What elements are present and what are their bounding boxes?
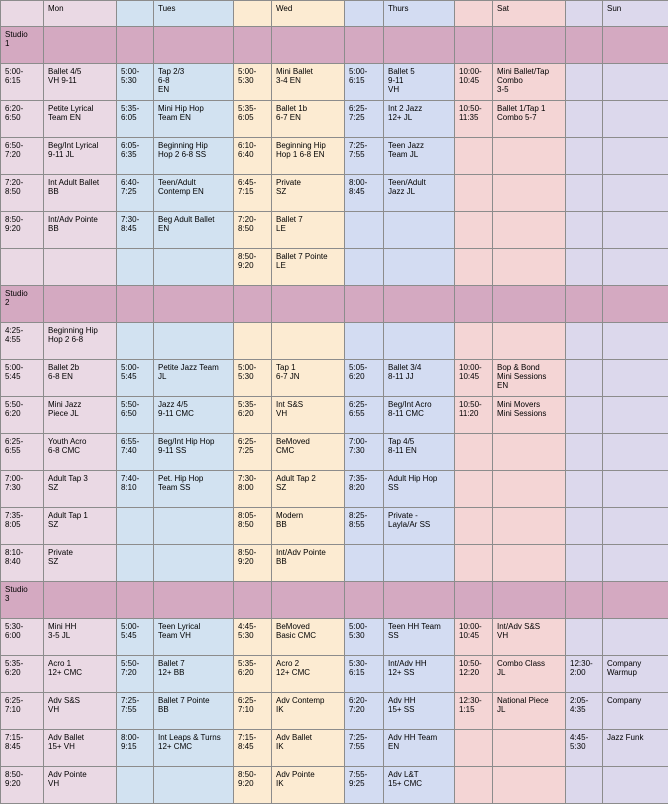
studio-band-cell: [384, 27, 455, 64]
time-cell: 12:30- 1:15: [455, 693, 493, 730]
class-cell: Youth Acro 6-8 CMC: [44, 434, 117, 471]
time-cell: [234, 323, 272, 360]
time-cell: 7:15- 8:45: [234, 730, 272, 767]
class-cell: [493, 434, 566, 471]
class-cell: Int/Adv HH 12+ SS: [384, 656, 455, 693]
schedule-row: [1, 434, 668, 471]
time-cell: 10:50- 11:35: [455, 101, 493, 138]
studio-band-cell: [117, 582, 154, 619]
time-cell: 6:25- 6:55: [1, 434, 44, 471]
time-cell: 7:15- 8:45: [1, 730, 44, 767]
class-cell: Adult Tap 3 SZ: [44, 471, 117, 508]
time-cell: 8:50- 9:20: [234, 545, 272, 582]
class-cell: [603, 767, 668, 804]
class-cell: Pet. Hip Hop Team SS: [154, 471, 234, 508]
schedule-row: [1, 175, 668, 212]
time-cell: [566, 249, 603, 286]
schedule-row: [1, 767, 668, 804]
time-cell: 8:00- 8:45: [345, 175, 384, 212]
class-cell: Acro 1 12+ CMC: [44, 656, 117, 693]
studio-row: [1, 27, 668, 64]
class-cell: Teen HH Team SS: [384, 619, 455, 656]
time-cell: 5:00- 5:30: [345, 619, 384, 656]
studio-band-cell: [384, 582, 455, 619]
time-cell: 6:25- 7:25: [234, 434, 272, 471]
class-cell: Beg/Int Acro 8-11 CMC: [384, 397, 455, 434]
class-cell: [154, 545, 234, 582]
schedule-row: [1, 693, 668, 730]
class-cell: [603, 471, 668, 508]
time-cell: 6:55- 7:40: [117, 434, 154, 471]
class-cell: Petite Jazz Team JL: [154, 360, 234, 397]
studio-band-cell: [234, 582, 272, 619]
class-cell: Teen Lyrical Team VH: [154, 619, 234, 656]
time-cell: 4:25- 4:55: [1, 323, 44, 360]
time-cell: 5:00- 6:15: [1, 64, 44, 101]
class-cell: [493, 471, 566, 508]
time-cell: 5:00- 5:45: [1, 360, 44, 397]
class-cell: [603, 323, 668, 360]
class-cell: [603, 397, 668, 434]
schedule-row: [1, 101, 668, 138]
class-cell: National Piece JL: [493, 693, 566, 730]
time-cell: [117, 323, 154, 360]
class-cell: [272, 323, 345, 360]
time-cell: [455, 323, 493, 360]
schedule-row: [1, 323, 668, 360]
class-cell: Beg/Int Lyrical 9-11 JL: [44, 138, 117, 175]
class-cell: Int/Adv Pointe BB: [44, 212, 117, 249]
class-cell: [493, 730, 566, 767]
class-cell: Int S&S VH: [272, 397, 345, 434]
class-cell: Tap 1 6-7 JN: [272, 360, 345, 397]
class-cell: Private SZ: [44, 545, 117, 582]
day-header: Thurs: [384, 1, 455, 27]
studio-band-cell: [234, 27, 272, 64]
day-header: Sun: [603, 1, 668, 27]
class-cell: Bop & Bond Mini Sessions EN: [493, 360, 566, 397]
time-cell: 5:35- 6:20: [1, 656, 44, 693]
time-cell: [117, 767, 154, 804]
class-cell: BeMoved CMC: [272, 434, 345, 471]
class-cell: [603, 434, 668, 471]
studio-label: Studio 2: [1, 286, 44, 323]
class-cell: [154, 323, 234, 360]
class-cell: [384, 212, 455, 249]
time-cell: [566, 138, 603, 175]
class-cell: Petite Lyrical Team EN: [44, 101, 117, 138]
class-cell: [493, 138, 566, 175]
time-cell: [117, 508, 154, 545]
time-cell: 7:25- 7:55: [345, 138, 384, 175]
studio-band-cell: [493, 582, 566, 619]
studio-band-cell: [345, 286, 384, 323]
time-cell: 6:40- 7:25: [117, 175, 154, 212]
time-header-cell: [566, 1, 603, 27]
time-cell: 8:05- 8:50: [234, 508, 272, 545]
class-cell: Adv S&S VH: [44, 693, 117, 730]
time-cell: 7:25- 7:55: [117, 693, 154, 730]
class-cell: [384, 249, 455, 286]
studio-band-cell: [345, 582, 384, 619]
time-cell: 8:50- 9:20: [1, 212, 44, 249]
schedule-row: [1, 656, 668, 693]
time-cell: [345, 545, 384, 582]
studio-band-cell: [493, 27, 566, 64]
schedule-row: [1, 508, 668, 545]
studio-row: [1, 582, 668, 619]
studio-label: Studio 1: [1, 27, 44, 64]
schedule-row: [1, 360, 668, 397]
time-cell: 10:50- 11:20: [455, 397, 493, 434]
time-cell: [455, 175, 493, 212]
time-cell: [345, 323, 384, 360]
time-cell: 10:00- 10:45: [455, 360, 493, 397]
studio-band-cell: [117, 27, 154, 64]
time-cell: [566, 471, 603, 508]
time-cell: 10:50- 12:20: [455, 656, 493, 693]
studio-band-cell: [455, 286, 493, 323]
time-header-cell: [1, 1, 44, 27]
time-cell: [117, 249, 154, 286]
time-cell: 10:00- 10:45: [455, 64, 493, 101]
schedule-row: [1, 138, 668, 175]
time-cell: [566, 323, 603, 360]
class-cell: [384, 545, 455, 582]
studio-band-cell: [603, 27, 668, 64]
time-header-cell: [455, 1, 493, 27]
class-cell: Company Warmup: [603, 656, 668, 693]
time-cell: 7:40- 8:10: [117, 471, 154, 508]
time-cell: 8:25- 8:55: [345, 508, 384, 545]
studio-band-cell: [566, 286, 603, 323]
class-cell: [154, 767, 234, 804]
class-cell: Mini Movers Mini Sessions: [493, 397, 566, 434]
time-cell: [455, 545, 493, 582]
studio-band-cell: [603, 286, 668, 323]
time-cell: [566, 397, 603, 434]
class-cell: [603, 360, 668, 397]
class-cell: Beginning Hip Hop 1 6-8 EN: [272, 138, 345, 175]
class-cell: Adv Pointe VH: [44, 767, 117, 804]
class-cell: Teen Jazz Team JL: [384, 138, 455, 175]
studio-band-cell: [345, 27, 384, 64]
time-cell: 12:30- 2:00: [566, 656, 603, 693]
studio-band-cell: [44, 286, 117, 323]
time-cell: [117, 545, 154, 582]
schedule-row: [1, 730, 668, 767]
day-header: Wed: [272, 1, 345, 27]
day-header: Mon: [44, 1, 117, 27]
class-cell: Ballet 7 LE: [272, 212, 345, 249]
day-header: Sat: [493, 1, 566, 27]
class-cell: Ballet 2b 6-8 EN: [44, 360, 117, 397]
time-cell: [566, 434, 603, 471]
class-cell: Jazz Funk: [603, 730, 668, 767]
studio-band-cell: [493, 286, 566, 323]
studio-band-cell: [44, 27, 117, 64]
schedule-row: [1, 619, 668, 656]
time-header-cell: [117, 1, 154, 27]
time-cell: 4:45- 5:30: [234, 619, 272, 656]
studio-label: Studio 3: [1, 582, 44, 619]
class-cell: Mini Ballet 3-4 EN: [272, 64, 345, 101]
time-cell: [566, 767, 603, 804]
class-cell: Acro 2 12+ CMC: [272, 656, 345, 693]
class-cell: Mini HH 3-5 JL: [44, 619, 117, 656]
time-cell: 7:35- 8:20: [345, 471, 384, 508]
time-header-cell: [345, 1, 384, 27]
time-cell: 8:10- 8:40: [1, 545, 44, 582]
time-cell: 7:25- 7:55: [345, 730, 384, 767]
schedule-row: [1, 212, 668, 249]
time-cell: 5:35- 6:05: [117, 101, 154, 138]
class-cell: [154, 508, 234, 545]
class-cell: [603, 138, 668, 175]
class-cell: Ballet 3/4 8-11 JJ: [384, 360, 455, 397]
time-cell: 7:20- 8:50: [234, 212, 272, 249]
time-cell: 7:35- 8:05: [1, 508, 44, 545]
time-cell: 5:35- 6:20: [234, 656, 272, 693]
time-cell: 6:45- 7:15: [234, 175, 272, 212]
studio-band-cell: [272, 27, 345, 64]
time-cell: 4:45- 5:30: [566, 730, 603, 767]
class-cell: Int 2 Jazz 12+ JL: [384, 101, 455, 138]
time-cell: 6:50- 7:20: [1, 138, 44, 175]
time-cell: 7:00- 7:30: [1, 471, 44, 508]
class-cell: Adult Hip Hop SS: [384, 471, 455, 508]
time-cell: 10:00- 10:45: [455, 619, 493, 656]
class-cell: Modern BB: [272, 508, 345, 545]
class-cell: Beginning Hip Hop 2 6-8: [44, 323, 117, 360]
time-cell: [566, 175, 603, 212]
time-cell: 5:50- 6:20: [1, 397, 44, 434]
class-cell: [493, 508, 566, 545]
class-cell: Teen/Adult Contemp EN: [154, 175, 234, 212]
class-cell: Ballet 4/5 VH 9-11: [44, 64, 117, 101]
time-cell: [566, 212, 603, 249]
schedule-row: [1, 397, 668, 434]
class-cell: Adv HH 15+ SS: [384, 693, 455, 730]
time-cell: 5:30- 6:00: [1, 619, 44, 656]
time-cell: 5:35- 6:20: [234, 397, 272, 434]
class-cell: Ballet 1/Tap 1 Combo 5-7: [493, 101, 566, 138]
time-cell: [455, 471, 493, 508]
studio-band-cell: [455, 27, 493, 64]
studio-band-cell: [154, 582, 234, 619]
class-cell: [603, 212, 668, 249]
class-cell: Int Leaps & Turns 12+ CMC: [154, 730, 234, 767]
time-cell: 8:50- 9:20: [1, 767, 44, 804]
time-cell: [455, 767, 493, 804]
studio-band-cell: [154, 286, 234, 323]
time-cell: 5:05- 6:20: [345, 360, 384, 397]
class-cell: [603, 508, 668, 545]
class-cell: Int/Adv S&S VH: [493, 619, 566, 656]
time-cell: 6:20- 7:20: [345, 693, 384, 730]
time-cell: [455, 212, 493, 249]
class-cell: Tap 2/3 6-8 EN: [154, 64, 234, 101]
time-cell: 6:20- 6:50: [1, 101, 44, 138]
time-cell: 7:30- 8:00: [234, 471, 272, 508]
class-cell: Ballet 1b 6-7 EN: [272, 101, 345, 138]
class-cell: BeMoved Basic CMC: [272, 619, 345, 656]
time-cell: 5:00- 5:30: [117, 64, 154, 101]
class-cell: Ballet 7 12+ BB: [154, 656, 234, 693]
class-cell: Adv Pointe IK: [272, 767, 345, 804]
class-cell: Adv L&T 15+ CMC: [384, 767, 455, 804]
time-cell: [455, 138, 493, 175]
studio-band-cell: [272, 582, 345, 619]
class-cell: [493, 175, 566, 212]
studio-band-cell: [603, 582, 668, 619]
time-cell: 5:00- 5:30: [234, 360, 272, 397]
time-cell: [455, 508, 493, 545]
time-cell: 5:50- 6:50: [117, 397, 154, 434]
studio-band-cell: [234, 286, 272, 323]
time-cell: [566, 64, 603, 101]
studio-band-cell: [44, 582, 117, 619]
class-cell: [493, 545, 566, 582]
time-cell: 6:25- 7:10: [1, 693, 44, 730]
class-cell: [603, 545, 668, 582]
time-cell: 5:00- 6:15: [345, 64, 384, 101]
class-cell: [493, 767, 566, 804]
time-header-cell: [234, 1, 272, 27]
schedule-row: [1, 471, 668, 508]
class-cell: Combo Class JL: [493, 656, 566, 693]
time-cell: 6:25- 7:25: [345, 101, 384, 138]
class-cell: Jazz 4/5 9-11 CMC: [154, 397, 234, 434]
class-cell: Mini Ballet/Tap Combo 3-5: [493, 64, 566, 101]
time-cell: [566, 545, 603, 582]
class-cell: [603, 619, 668, 656]
schedule-row: [1, 545, 668, 582]
class-cell: Ballet 7 Pointe BB: [154, 693, 234, 730]
class-cell: [603, 101, 668, 138]
time-cell: 6:05- 6:35: [117, 138, 154, 175]
time-cell: 5:35- 6:05: [234, 101, 272, 138]
class-cell: [603, 64, 668, 101]
class-cell: [603, 249, 668, 286]
class-cell: Adv Contemp IK: [272, 693, 345, 730]
schedule-row: [1, 249, 668, 286]
class-cell: Int/Adv Pointe BB: [272, 545, 345, 582]
time-cell: [345, 212, 384, 249]
class-cell: Company: [603, 693, 668, 730]
class-cell: [493, 249, 566, 286]
time-cell: 5:00- 5:45: [117, 619, 154, 656]
class-cell: [154, 249, 234, 286]
studio-row: [1, 286, 668, 323]
class-cell: Mini Jazz Piece JL: [44, 397, 117, 434]
class-cell: Private - Layla/Ar SS: [384, 508, 455, 545]
class-cell: Tap 4/5 8-11 EN: [384, 434, 455, 471]
time-cell: 6:25- 7:10: [234, 693, 272, 730]
studio-band-cell: [566, 27, 603, 64]
time-cell: 8:00- 9:15: [117, 730, 154, 767]
class-cell: Adult Tap 1 SZ: [44, 508, 117, 545]
day-header: Tues: [154, 1, 234, 27]
time-cell: 7:30- 8:45: [117, 212, 154, 249]
studio-band-cell: [566, 582, 603, 619]
studio-band-cell: [384, 286, 455, 323]
day-header-row: [1, 1, 668, 27]
time-cell: [566, 101, 603, 138]
class-cell: Beginning Hip Hop 2 6-8 SS: [154, 138, 234, 175]
class-cell: [603, 175, 668, 212]
time-cell: 8:50- 9:20: [234, 767, 272, 804]
class-cell: Beg/Int Hip Hop 9-11 SS: [154, 434, 234, 471]
schedule-row: [1, 64, 668, 101]
class-cell: [44, 249, 117, 286]
time-cell: 5:00- 5:30: [234, 64, 272, 101]
time-cell: 5:00- 5:45: [117, 360, 154, 397]
time-cell: [1, 249, 44, 286]
studio-band-cell: [272, 286, 345, 323]
time-cell: 7:20- 8:50: [1, 175, 44, 212]
class-cell: Int Adult Ballet BB: [44, 175, 117, 212]
time-cell: 6:10- 6:40: [234, 138, 272, 175]
time-cell: 5:30- 6:15: [345, 656, 384, 693]
class-cell: Adv Ballet 15+ VH: [44, 730, 117, 767]
time-cell: 7:55- 9:25: [345, 767, 384, 804]
time-cell: 5:50- 7:20: [117, 656, 154, 693]
time-cell: [566, 360, 603, 397]
class-cell: Ballet 5 9-11 VH: [384, 64, 455, 101]
time-cell: [455, 434, 493, 471]
time-cell: [566, 619, 603, 656]
class-cell: [384, 323, 455, 360]
class-cell: Beg Adult Ballet EN: [154, 212, 234, 249]
class-cell: Teen/Adult Jazz JL: [384, 175, 455, 212]
studio-band-cell: [455, 582, 493, 619]
time-cell: 6:25- 6:55: [345, 397, 384, 434]
time-cell: [345, 249, 384, 286]
time-cell: [455, 249, 493, 286]
studio-band-cell: [117, 286, 154, 323]
class-cell: [493, 323, 566, 360]
class-cell: Adv Ballet IK: [272, 730, 345, 767]
class-cell: Adult Tap 2 SZ: [272, 471, 345, 508]
time-cell: [566, 508, 603, 545]
class-cell: Mini Hip Hop Team EN: [154, 101, 234, 138]
time-cell: [455, 730, 493, 767]
schedule-body: [1, 1, 668, 804]
class-cell: Ballet 7 Pointe LE: [272, 249, 345, 286]
class-cell: Adv HH Team EN: [384, 730, 455, 767]
studio-band-cell: [154, 27, 234, 64]
class-cell: [493, 212, 566, 249]
time-cell: 7:00- 7:30: [345, 434, 384, 471]
class-cell: Private SZ: [272, 175, 345, 212]
time-cell: 2:05- 4:35: [566, 693, 603, 730]
time-cell: 8:50- 9:20: [234, 249, 272, 286]
